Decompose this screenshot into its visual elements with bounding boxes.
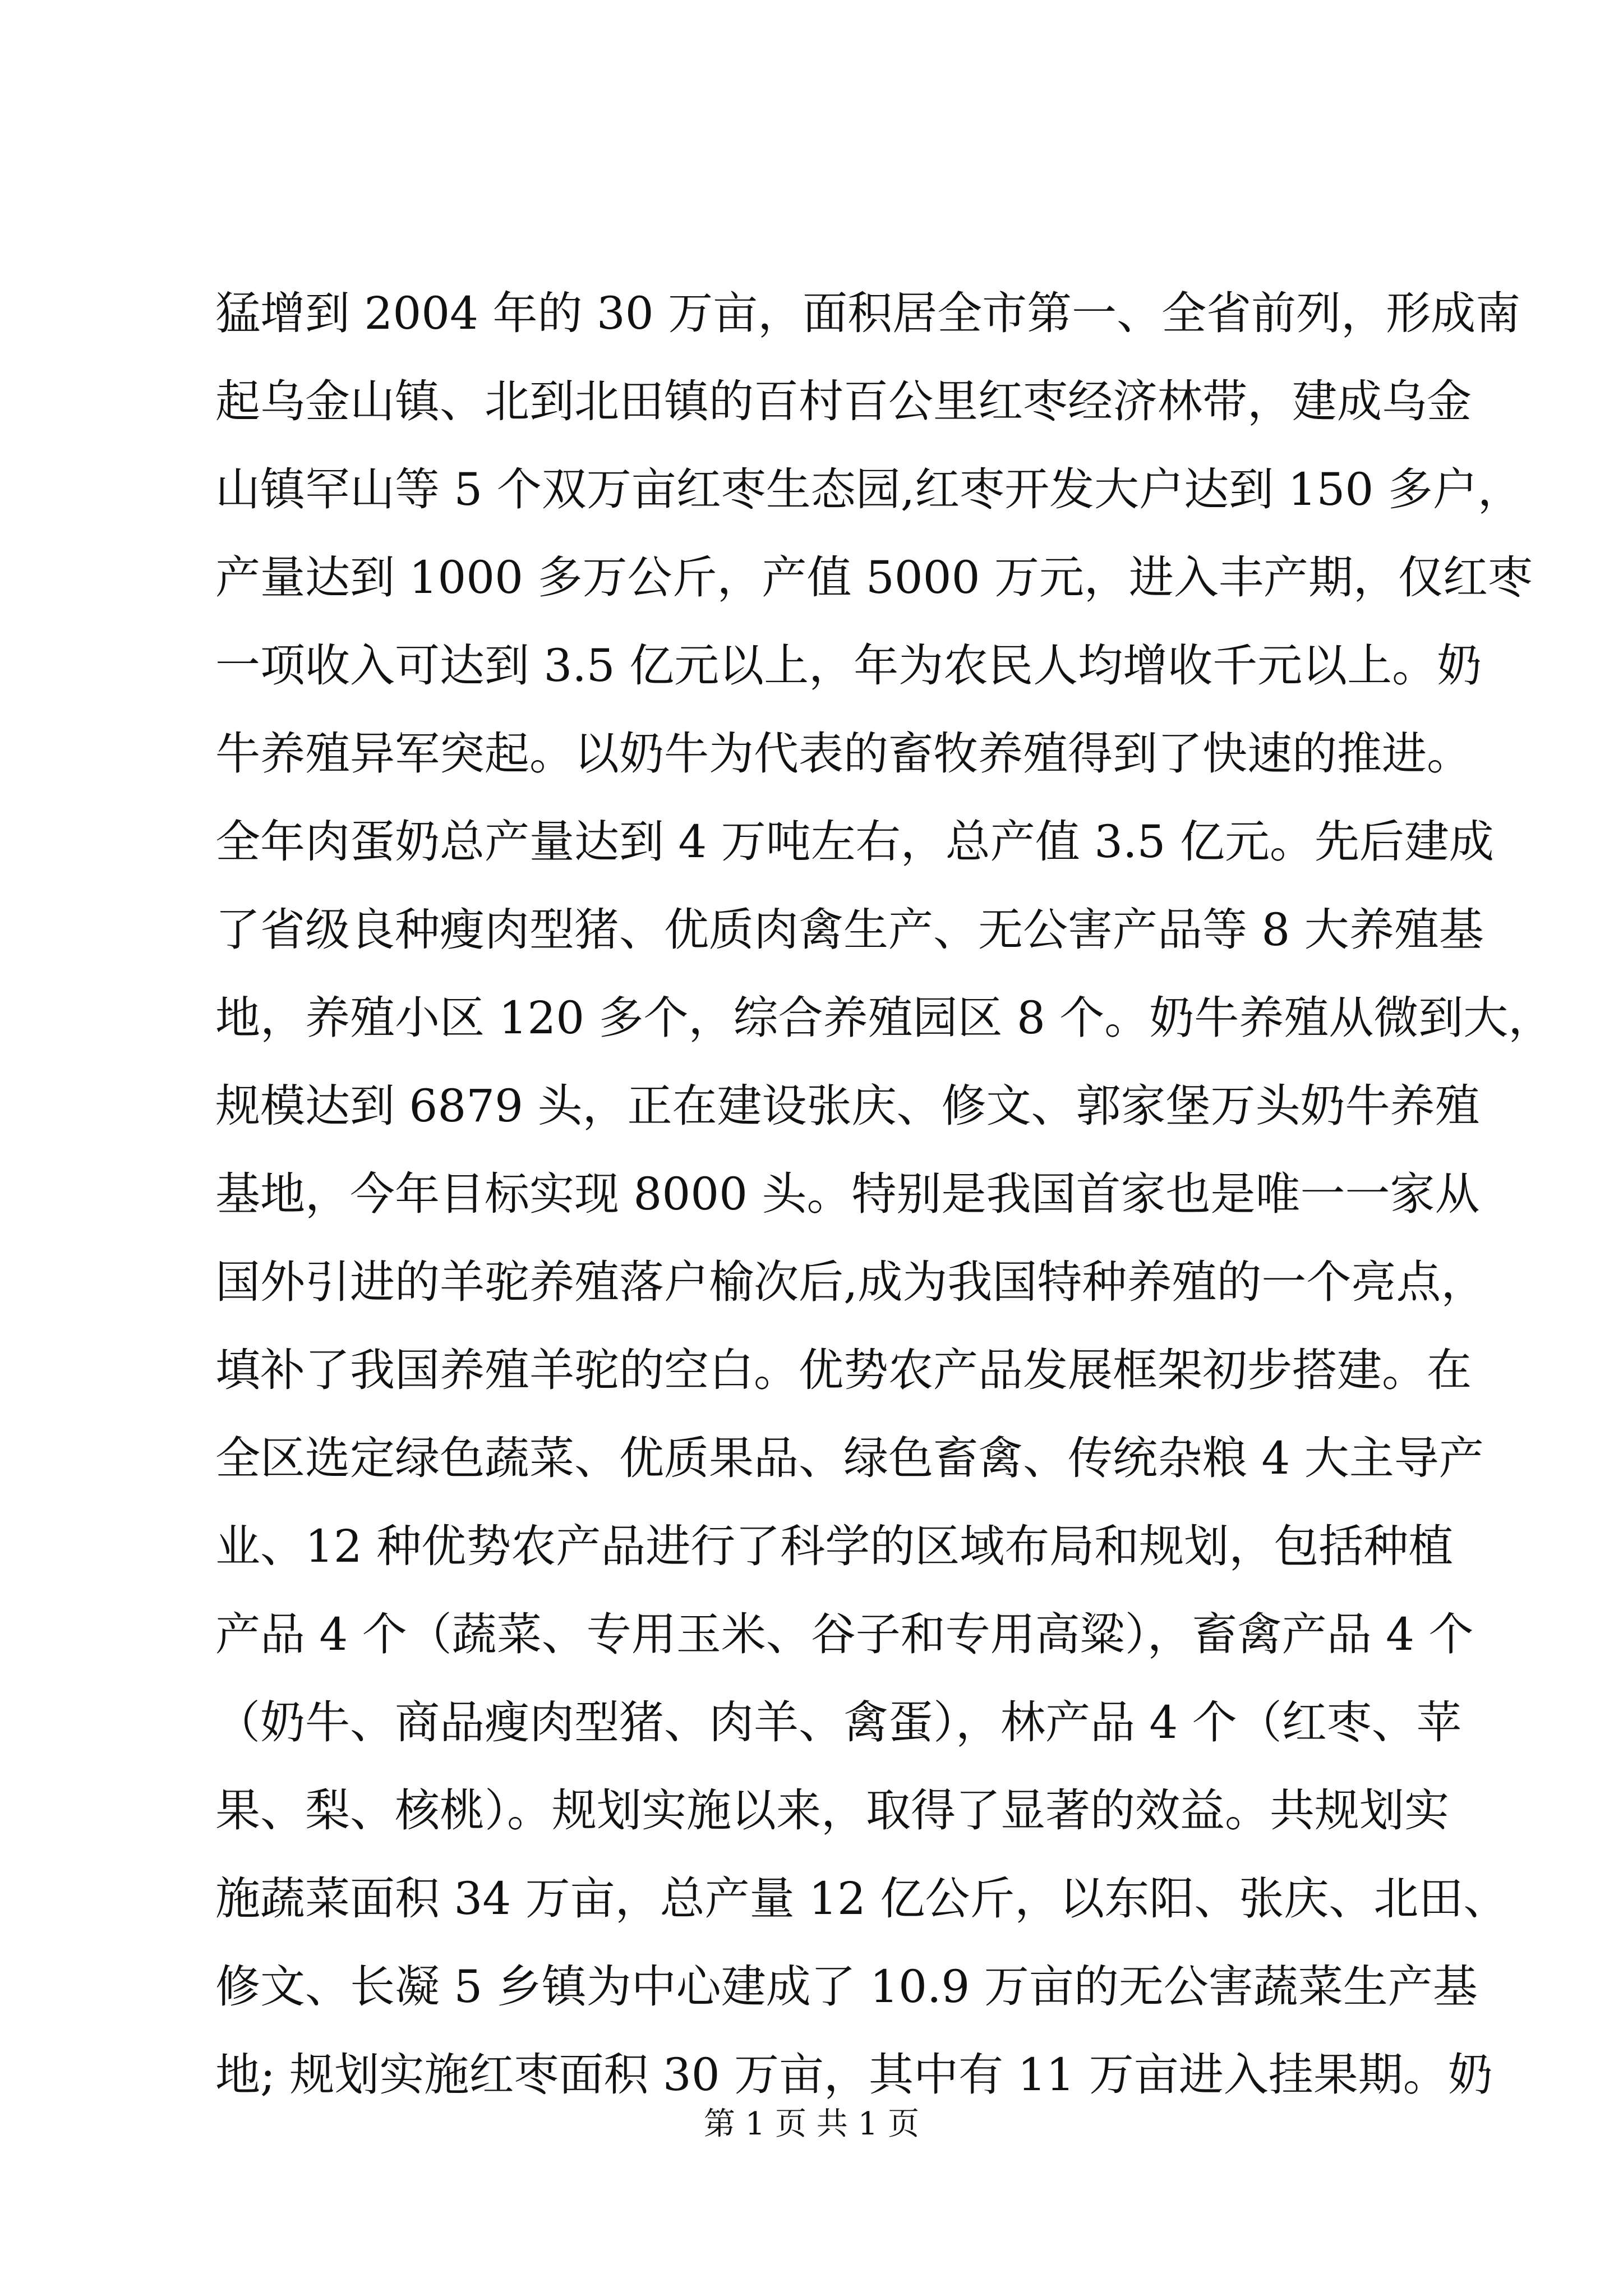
text-line: 施蔬菜面积 34 万亩，总产量 12 亿公斤，以东阳、张庆、北田、 — [215, 1872, 1509, 1925]
text-line: 国外引进的羊驼养殖落户榆次后,成为我国特种养殖的一个亮点， — [215, 1256, 1486, 1308]
page-number-label: 第 1 页 共 1 页 — [703, 2106, 920, 2142]
text-line: 起乌金山镇、北到北田镇的百村百公里红枣经济林带，建成乌金 — [215, 375, 1472, 427]
text-line: 全区选定绿色蔬菜、优质果品、绿色畜禽、传统杂粮 4 大主导产 — [215, 1432, 1484, 1484]
text-line: 规模达到 6879 头，正在建设张庆、修文、郭家堡万头奶牛养殖 — [215, 1080, 1480, 1132]
text-line: 填补了我国养殖羊驼的空白。优势农产品发展框架初步搭建。在 — [215, 1344, 1472, 1396]
text-line: 修文、长凝 5 乡镇为中心建成了 10.9 万亩的无公害蔬菜生产基 — [215, 1961, 1478, 2013]
text-line: 了省级良种瘦肉型猪、优质肉禽生产、无公害产品等 8 大养殖基 — [215, 904, 1484, 956]
text-line: 一项收入可达到 3.5 亿元以上，年为农民人均增收千元以上。奶 — [215, 639, 1482, 692]
text-line: 地; 规划实施红枣面积 30 万亩，其中有 11 万亩进入挂果期。奶 — [215, 2049, 1493, 2101]
page-footer — [0, 2105, 1623, 2144]
text-line: 地，养殖小区 120 多个，综合养殖园区 8 个。奶牛养殖从微到大， — [215, 992, 1553, 1044]
text-line: 全年肉蛋奶总产量达到 4 万吨左右，总产值 3.5 亿元。先后建成 — [215, 816, 1494, 868]
text-line: 猛增到 2004 年的 30 万亩，面积居全市第一、全省前列，形成南 — [215, 287, 1521, 339]
text-line: 基地，今年目标实现 8000 头。特别是我国首家也是唯一一家从 — [215, 1168, 1480, 1220]
text-line: 业、12 种优势农产品进行了科学的区域布局和规划，包括种植 — [215, 1520, 1454, 1572]
text-line: 产品 4 个（蔬菜、专用玉米、谷子和专用高粱），畜禽产品 4 个 — [215, 1608, 1474, 1660]
body-text — [215, 269, 1553, 2119]
text-line: 果、梨、核桃）。规划实施以来，取得了显著的效益。共规划实 — [215, 1784, 1449, 1837]
text-line: 山镇罕山等 5 个双万亩红枣生态园,红枣开发大户达到 150 多户， — [215, 463, 1523, 516]
text-line: （奶牛、商品瘦肉型猪、肉羊、禽蛋），林产品 4 个（红枣、苹 — [215, 1696, 1461, 1749]
text-line: 产量达到 1000 多万公斤，产值 5000 万元，进入丰产期，仅红枣 — [215, 551, 1533, 604]
text-line: 牛养殖异军突起。以奶牛为代表的畜牧养殖得到了快速的推进。 — [215, 728, 1472, 780]
